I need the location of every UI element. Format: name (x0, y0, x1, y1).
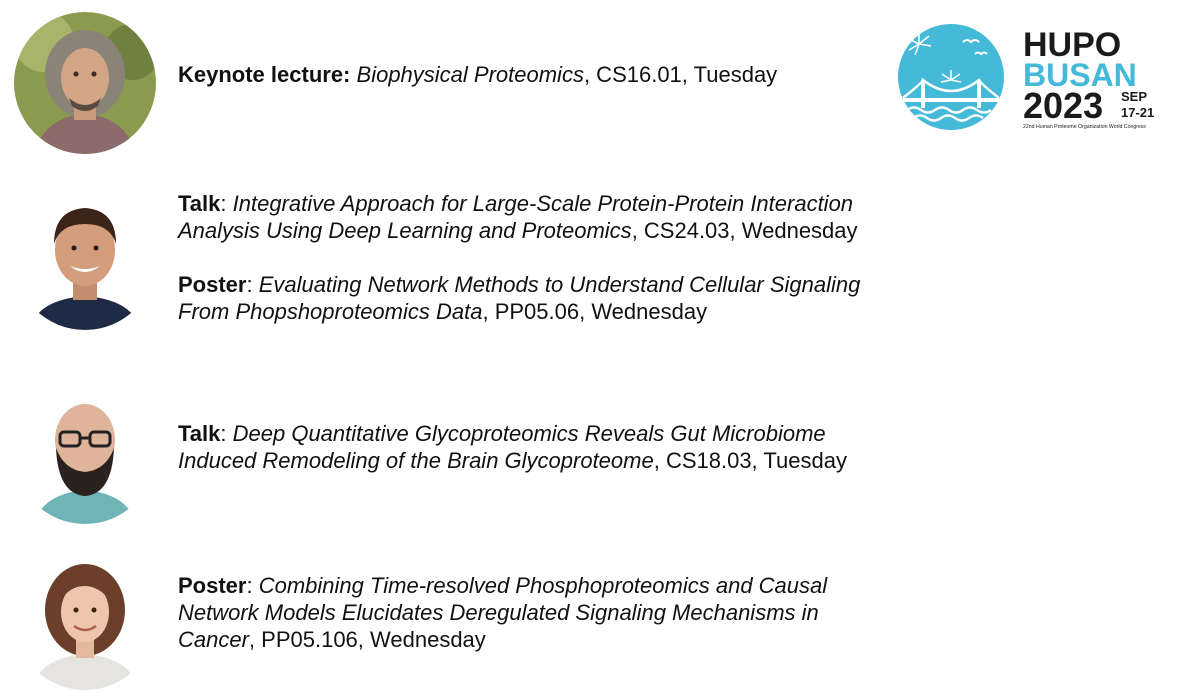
talk-entry (178, 190, 860, 244)
entry-label: Poster (178, 272, 247, 297)
entry-separator: : (246, 272, 259, 297)
entry-title-line-1: Evaluating Network Methods to Understand Cellular Signaling (258, 272, 861, 297)
speaker-2-photo (14, 188, 156, 330)
entry-details: , CS18.03, Tuesday (653, 448, 847, 473)
logo-days: 17-21 (1121, 105, 1155, 120)
logo-word-hupo: HUPO (1023, 26, 1122, 64)
logo-word-busan: BUSAN (1023, 57, 1137, 93)
entry-label: Keynote lecture: (178, 62, 351, 87)
logo-tagline: 22nd Human Proteome Organization World Congress (1023, 124, 1147, 130)
logo-month: SEP (1121, 89, 1148, 104)
entry-details: , PP05.06, Wednesday (482, 299, 708, 324)
entry-title-line-3: Cancer (178, 627, 249, 652)
entry-label: Talk (178, 191, 221, 216)
entry-details: , PP05.106, Wednesday (248, 627, 486, 652)
speaker-1-entry (178, 61, 777, 88)
speaker-photo-icon (14, 548, 156, 690)
speaker-4-entry (178, 572, 827, 653)
entry-title-line-2: Analysis Using Deep Learning and Proteomics (178, 218, 632, 243)
entry-title-line-2: Network Models Elucidates Deregulated Signaling Mechanisms in (178, 600, 819, 625)
entry-details: , CS24.03, Wednesday (631, 218, 858, 243)
poster-entry (178, 271, 860, 325)
speaker-3-photo (14, 382, 156, 524)
busan-bridge-fireworks-icon (898, 24, 1004, 130)
speaker-2-entry (178, 190, 860, 325)
poster-entry (178, 572, 827, 653)
entry-title-line-2: From Phopshoproteomics Data (178, 299, 483, 324)
speaker-1-photo (14, 12, 156, 154)
entry-title: Biophysical Proteomics (356, 62, 584, 87)
speaker-photo-icon (14, 188, 156, 330)
entry-title-line-1: Deep Quantitative Glycoproteomics Reveals Gut Microbiome (232, 421, 826, 446)
speaker-3-entry (178, 420, 847, 474)
entry-label: Talk (178, 421, 221, 446)
entry-title-line-2: Induced Remodeling of the Brain Glycoproteome (178, 448, 654, 473)
speaker-4-photo (14, 548, 156, 690)
keynote-entry (178, 61, 777, 88)
speaker-photo-icon (14, 382, 156, 524)
entry-label: Poster (178, 573, 247, 598)
entry-separator: : (220, 421, 233, 446)
speaker-photo-icon (14, 12, 156, 154)
entry-title-line-1: Integrative Approach for Large-Scale Protein-Protein Interaction (232, 191, 854, 216)
entry-separator: : (220, 191, 233, 216)
entry-details: , CS16.01, Tuesday (583, 62, 778, 87)
entry-title-line-1: Combining Time-resolved Phosphoproteomics and Causal (258, 573, 828, 598)
hupo-busan-2023-logo (893, 22, 1180, 132)
logo-year: 2023 (1023, 85, 1104, 126)
entry-separator: : (246, 573, 259, 598)
talk-entry (178, 420, 847, 474)
